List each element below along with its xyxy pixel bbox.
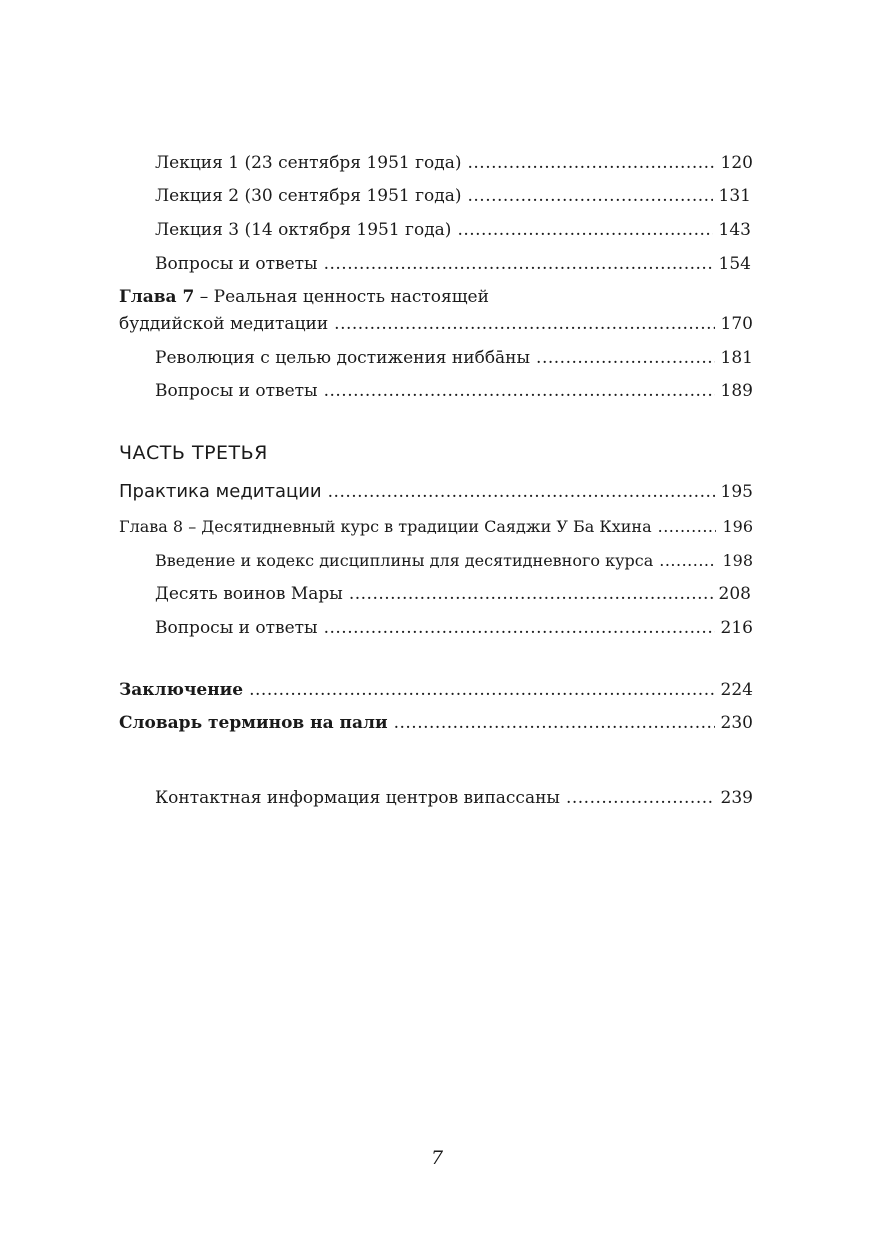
toc-entry-lecture-3 (155, 220, 751, 240)
toc-leader-dots (566, 788, 715, 808)
toc-title: Словарь терминов на пали (119, 713, 388, 733)
page-number: 7 (430, 1147, 444, 1169)
toc-page-number: 216 (720, 618, 753, 638)
toc-leader-dots (324, 618, 715, 638)
toc-page-number: 224 (720, 680, 753, 700)
toc-leader-dots (324, 254, 713, 274)
toc-leader-dots (659, 551, 716, 571)
toc-title: Десять воинов Мары (155, 584, 343, 604)
toc-entry-contacts (155, 788, 753, 808)
toc-page-number: 181 (720, 348, 753, 368)
toc-leader-dots (328, 482, 715, 502)
toc-entry-lecture-1 (155, 153, 753, 173)
toc-entry-chapter-7 (119, 314, 753, 334)
toc-entry-glossary (119, 713, 753, 733)
toc-page-number: 143 (718, 220, 751, 240)
toc-leader-dots (349, 584, 713, 604)
toc-title: Лекция 3 (14 октября 1951 года) (155, 220, 452, 240)
toc-page-number: 230 (720, 713, 753, 733)
toc-page-number: 208 (718, 584, 751, 604)
toc-leader-dots (394, 713, 715, 733)
toc-leader-dots (334, 314, 714, 334)
toc-leader-dots (467, 186, 712, 206)
toc-entry-revolution (155, 348, 753, 368)
toc-leader-dots (457, 220, 712, 240)
toc-leader-dots (658, 517, 717, 537)
toc-page-number: 189 (720, 381, 753, 401)
toc-entry-lecture-2 (155, 186, 751, 206)
toc-entry-questions-answers-1 (155, 254, 751, 274)
toc-title: Вопросы и ответы (155, 254, 318, 274)
toc-entry-questions-answers-3 (155, 618, 753, 638)
toc-entry-mara (155, 584, 751, 604)
toc-title: Введение и кодекс дисциплины для десятидневного курса (155, 551, 654, 570)
toc-page-number: 198 (722, 551, 753, 570)
toc-chapter-7-line-1 (119, 287, 489, 307)
toc-entry-introduction (155, 551, 753, 571)
toc-title: Вопросы и ответы (155, 381, 318, 401)
toc-entry-questions-answers-2 (155, 381, 753, 401)
toc-title: Практика медитации (119, 481, 322, 502)
toc-page-number: 195 (720, 482, 753, 502)
toc-title: Заключение (119, 680, 244, 700)
toc-leader-dots (324, 381, 715, 401)
toc-page-number: 131 (718, 186, 751, 206)
chapter-7-title-line-1: – Реальная ценность настоящей (194, 287, 489, 307)
toc-title: Революция с целью достижения ниббāны (155, 348, 531, 368)
toc-page-number: 170 (720, 314, 753, 334)
chapter-7-label: Глава 7 (119, 287, 195, 307)
toc-title: Контактная информация центров випассаны (155, 788, 560, 808)
toc-leader-dots (249, 680, 714, 700)
toc-page-number: 120 (720, 153, 753, 173)
toc-page-number: 196 (722, 517, 753, 536)
toc-entry-conclusion (119, 680, 753, 700)
toc-entry-chapter-8 (119, 517, 753, 537)
toc-title: Глава 8 – Десятидневный курс в традиции Саяджи У Ба Кхина (119, 517, 652, 536)
toc-page-number: 239 (720, 788, 753, 808)
toc-title: буддийской медитации (119, 314, 329, 334)
part-3-heading: ЧАСТЬ ТРЕТЬЯ (119, 442, 268, 464)
toc-leader-dots (467, 153, 714, 173)
toc-leader-dots (536, 348, 715, 368)
toc-title: Лекция 1 (23 сентября 1951 года) (155, 153, 462, 173)
toc-entry-practice (119, 482, 753, 502)
toc-title: Вопросы и ответы (155, 618, 318, 638)
toc-title: Лекция 2 (30 сентября 1951 года) (155, 186, 462, 206)
toc-page-number: 154 (718, 254, 751, 274)
